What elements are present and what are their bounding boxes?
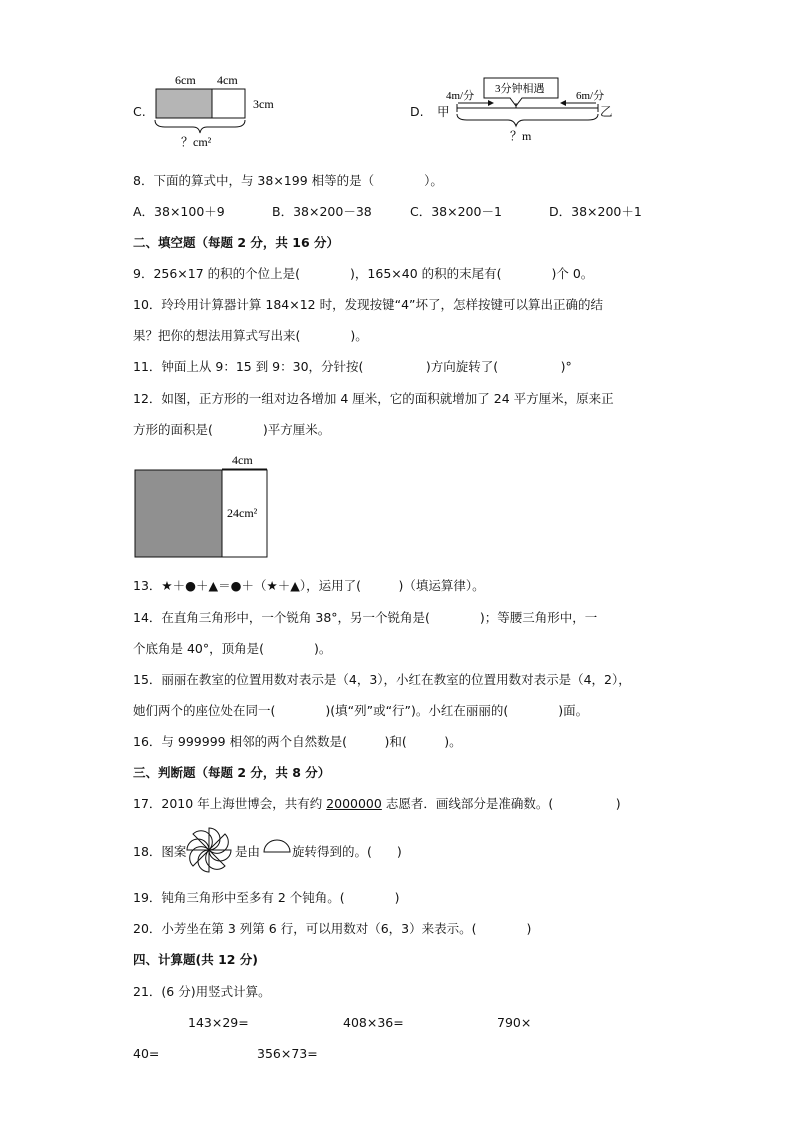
- q15-line2: 她们两个的座位处在同一( )(填“列”或“行”)。小红在丽丽的( )面。: [133, 703, 589, 718]
- q17: [133, 796, 621, 812]
- q8-option-d: D．38×200＋1: [549, 204, 642, 219]
- q14-line1: 14．在直角三角形中，一个锐角 38°，另一个锐角是( )；等腰三角形中，一: [133, 610, 598, 625]
- section-2-heading: 二、填空题（每题 2 分，共 16 分）: [133, 235, 340, 250]
- q18-text-mid: 是由: [235, 844, 261, 859]
- q12-line1: 12．如图，正方形的一组对边各增加 4 厘米，它的面积就增加了 24 平方厘米，原来正: [133, 391, 614, 406]
- fig-d-left-name: 甲: [437, 104, 450, 119]
- q13: 13．★＋●＋▲＝●＋（★＋▲），运用了( )（填运算律）。: [133, 578, 485, 593]
- rectangle-figure-c: [145, 70, 295, 150]
- section-3-heading: 三、判断题（每题 2 分，共 8 分）: [133, 765, 331, 780]
- q8-option-b: B．38×200－38: [272, 204, 372, 219]
- square-area-figure: [130, 448, 280, 563]
- q12-line2: 方形的面积是( )平方厘米。: [133, 422, 331, 437]
- meeting-diagram-d: [440, 72, 610, 148]
- q10-line1: 10．玲玲用计算器计算 184×12 时，发现按键“4”坏了，怎样按键可以算出正确的结: [133, 297, 603, 312]
- fig-c-top-6cm: 6cm: [175, 73, 196, 87]
- fig-d-right-speed: 6m/分: [576, 90, 605, 102]
- q21: 21．(6 分)用竖式计算。: [133, 984, 271, 999]
- fig-c-side-3cm: 3cm: [253, 97, 274, 111]
- option-c-label: C.: [133, 104, 146, 119]
- q16: 16．与 999999 相邻的两个自然数是( )和( )。: [133, 734, 462, 749]
- fig-d-right-name: 乙: [600, 104, 613, 119]
- fig-c-bottom: ？cm²: [181, 135, 212, 149]
- q17-underlined-number: 2000000: [326, 796, 382, 811]
- semicircle-figure: [262, 838, 292, 856]
- q15-line1: 15．丽丽在教室的位置用数对表示是（4，3），小红在教室的位置用数对表示是（4，2），: [133, 672, 631, 687]
- fig12-top-4cm: 4cm: [232, 453, 253, 467]
- calc-item-1: 143×29=: [188, 1015, 249, 1030]
- q9: 9．256×17 的积的个位上是( )，165×40 的积的末尾有( )个 0。: [133, 266, 594, 281]
- q8-option-a: A．38×100＋9: [133, 204, 225, 219]
- fig-c-top-4cm: 4cm: [217, 73, 238, 87]
- q14-line2: 个底角是 40°，顶角是( )。: [133, 641, 332, 656]
- fig12-area: 24cm²: [227, 506, 258, 520]
- q10-line2: 果？把你的想法用算式写出来( )。: [133, 328, 368, 343]
- q17-text-pre: 17．2010 年上海世博会，共有约: [133, 796, 327, 811]
- q18-text-post: 旋转得到的。( ): [292, 844, 402, 859]
- calc-item-2: 408×36=: [343, 1015, 404, 1030]
- option-d-label: D.: [410, 104, 424, 119]
- section-4-heading: 四、计算题(共 12 分): [133, 952, 259, 967]
- q11: 11．钟面上从 9：15 到 9：30，分针按( )方向旋转了( )°: [133, 359, 572, 374]
- fig-d-left-speed: 4m/分: [446, 90, 475, 102]
- pinwheel-pattern-figure: [185, 826, 233, 874]
- calc-item-4: 356×73=: [257, 1046, 318, 1061]
- q8-option-c: C．38×200－1: [410, 204, 502, 219]
- fig-d-bottom: ？m: [510, 129, 532, 143]
- calc-item-3: 790×: [497, 1015, 532, 1030]
- q20: 20．小芳坐在第 3 列第 6 行，可以用数对（6，3）来表示。( ): [133, 921, 532, 936]
- fig-d-box-text: 3分钟相遇: [495, 83, 545, 95]
- q18-text-pre: 18．图案: [133, 844, 187, 859]
- q19: 19．钝角三角形中至多有 2 个钝角。( ): [133, 890, 400, 905]
- q8-stem: 8．下面的算式中，与 38×199 相等的是（ ）。: [133, 173, 443, 188]
- calc-item-3-cont: 40=: [133, 1046, 160, 1061]
- q17-text-post: 志愿者．画线部分是准确数。( ): [381, 796, 621, 811]
